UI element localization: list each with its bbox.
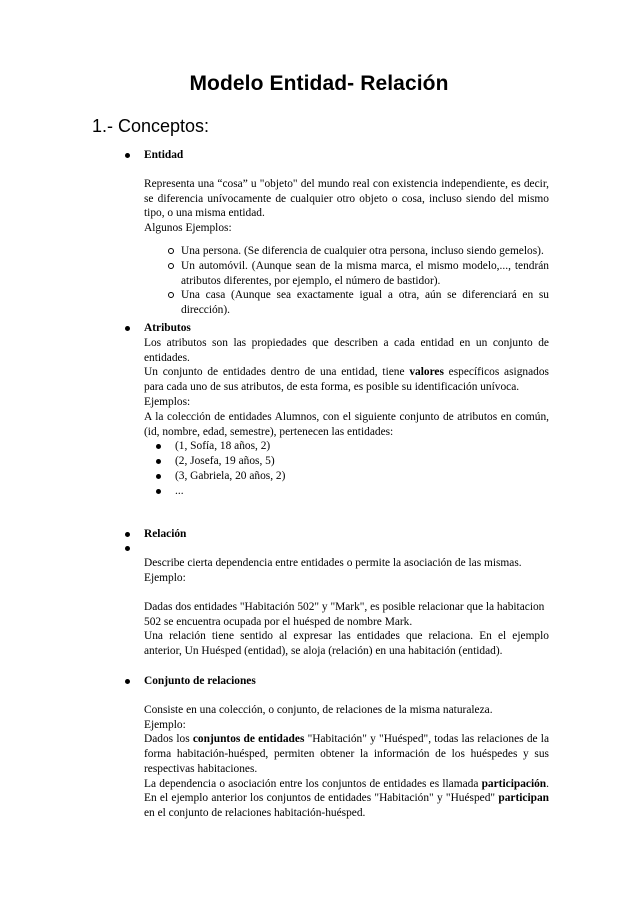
list-item: (2, Josefa, 19 años, 5) [144, 454, 549, 469]
entidad-examples-label: Algunos Ejemplos: [144, 222, 232, 235]
entidad-title: Entidad [144, 149, 184, 161]
entidad-example: Una casa (Aunque sea exactamente igual a otra, aún se diferenciará en su dirección). [144, 288, 549, 318]
list-item: (3, Gabriela, 20 años, 2) [144, 469, 549, 484]
conjunto-example-label: Ejemplo: [144, 718, 186, 731]
circle-bullet-icon [168, 263, 174, 269]
conjunto-paragraph: Dados los conjuntos de entidades "Habitación" y "Huésped", todas las relaciones de la forma habitación-huésped, permiten obtener la información de los huéspedes y sus respectivas habitaciones. [144, 733, 550, 775]
page-title: Modelo Entidad- Relación [189, 72, 449, 95]
atributos-examples-label: Ejemplos: [144, 395, 191, 408]
bullet-icon [156, 489, 161, 494]
atributos-title: Atributos [144, 321, 191, 334]
conjunto-paragraph: Consiste en una colección, o conjunto, de relaciones de la misma naturaleza. [144, 703, 493, 716]
bullet-icon [125, 546, 130, 551]
bullet-icon [125, 326, 130, 331]
circle-bullet-icon [168, 292, 174, 298]
atributos-paragraph: A la colección de entidades Alumnos, con el siguiente conjunto de atributos en común, (id, nombre, edad, semestre), pertenecen las entidades: [144, 410, 549, 438]
content-body [119, 148, 549, 821]
bullet-icon [125, 153, 130, 158]
atributos-paragraph: Un conjunto de entidades dentro de una entidad, tiene valores específicos asignados para cada uno de sus atributos, de esta forma, es posible su identificación unívoca. [144, 366, 549, 394]
concept-conjunto-relaciones [119, 674, 549, 821]
conjunto-title: Conjunto de relaciones [144, 674, 256, 687]
relacion-title: Relación [144, 527, 187, 540]
bullet-icon [125, 532, 130, 537]
relacion-paragraph: Dadas dos entidades "Habitación 502" y "Mark", es posible relacionar que la habitacion 502 se encuentra ocupada por el huésped de nombre Mark. [144, 600, 545, 628]
empty-bullet-item [119, 541, 549, 659]
relacion-example-label: Ejemplo: [144, 571, 186, 584]
atributos-paragraph: Los atributos son las propiedades que describen a cada entidad en un conjunto de entidades. [144, 336, 549, 364]
bullet-icon [156, 474, 161, 479]
concept-relacion [119, 527, 549, 542]
concept-atributos [119, 321, 549, 499]
bullet-icon [156, 459, 161, 464]
concept-entidad [119, 148, 549, 318]
list-item: ... [144, 484, 549, 499]
relacion-paragraph: Describe cierta dependencia entre entidades o permite la asociación de las mismas. [144, 557, 522, 570]
entidad-example: Una persona. (Se diferencia de cualquier otra persona, incluso siendo gemelos). [144, 244, 549, 259]
entidad-description: Representa una “cosa” u "objeto" del mundo real con existencia independiente, es decir, se diferencia unívocamente de cualquier otro objeto o cosa, incluso siendo del mismo tipo, o una misma entidad. [144, 177, 549, 220]
entidad-example: Un automóvil. (Aunque sean de la misma marca, el mismo modelo,..., tendrán atributos diferentes, por ejemplo, el número de bastidor). [144, 259, 549, 289]
relacion-paragraph: Una relación tiene sentido al expresar las entidades que relaciona. En el ejemplo anterior, Un Huésped (entidad), se aloja (relación) en una habitación (entidad). [144, 630, 549, 658]
section-heading: 1.- Conceptos: [92, 116, 210, 136]
circle-bullet-icon [168, 248, 174, 254]
bullet-icon [125, 679, 130, 684]
list-item: (1, Sofía, 18 años, 2) [144, 439, 549, 454]
bullet-icon [156, 444, 161, 449]
conjunto-paragraph: La dependencia o asociación entre los conjuntos de entidades es llamada participación. En el ejemplo anterior los conjuntos de entidades "Habitación" y "Huésped" participan en el conjunto de relaciones habitación-huésped. [144, 777, 549, 820]
